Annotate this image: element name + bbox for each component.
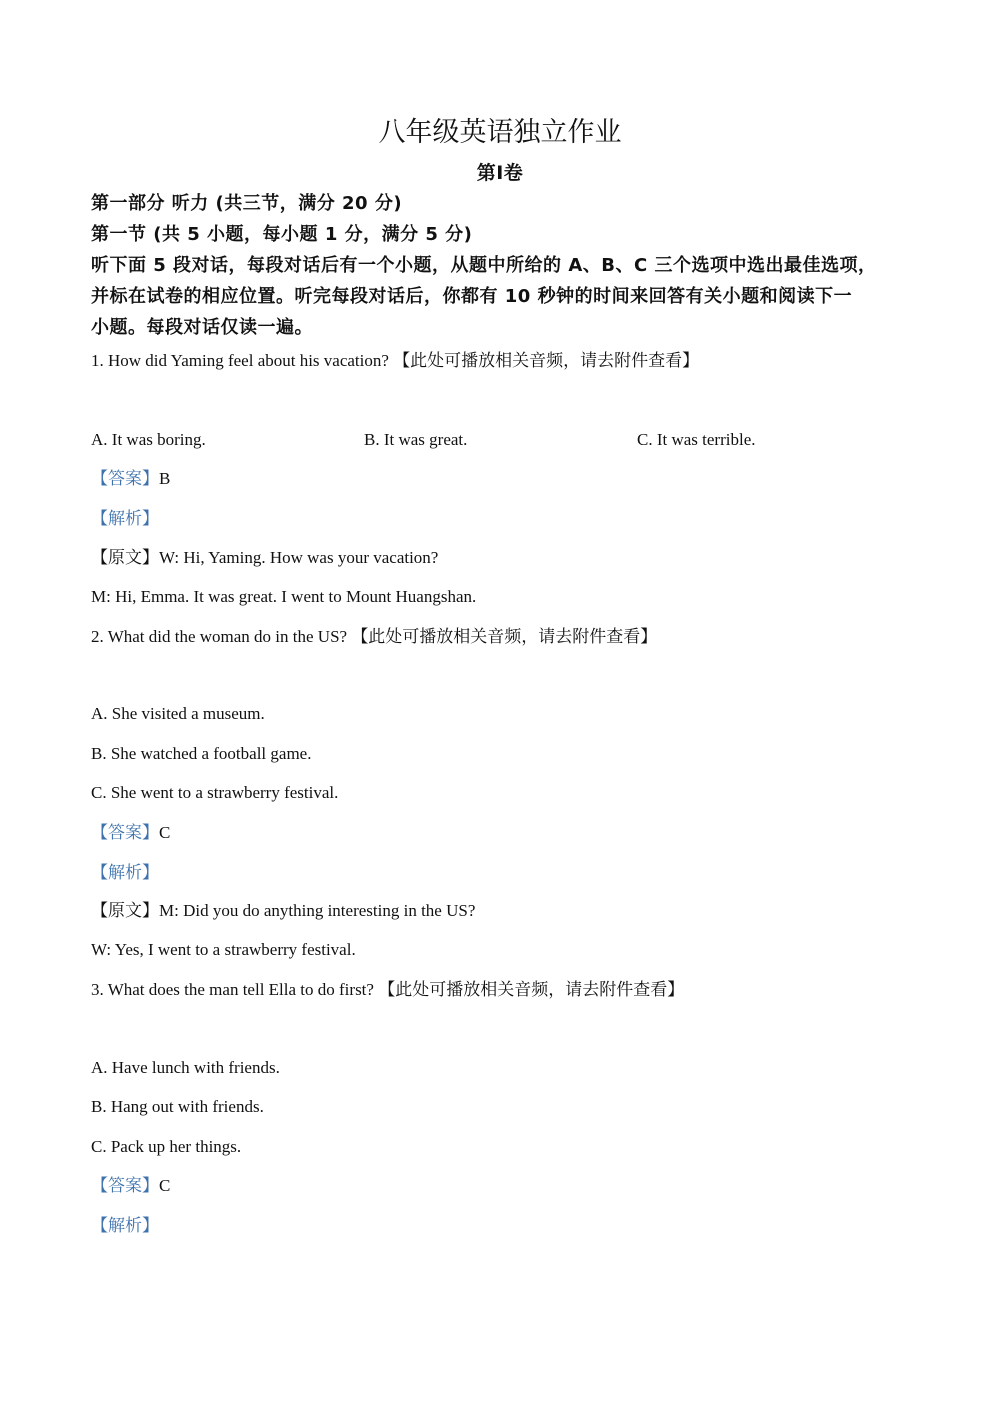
option-a: A. It was boring. [91, 430, 206, 449]
answer-label: 【答案】 [91, 823, 159, 842]
option-c: C. It was terrible. [637, 430, 756, 449]
answer-value: C [159, 1176, 171, 1195]
original-row [91, 899, 475, 923]
original-label: 【原文】 [91, 901, 159, 920]
answer-value: C [159, 823, 171, 842]
answer-label: 【答案】 [91, 1176, 159, 1195]
instructions-line: 听下面 5 段对话，每段对话后有一个小题，从题中所给的 A、B、C 三个选项中选出最佳选项， [91, 255, 877, 276]
answer-row [91, 821, 170, 845]
original-row [91, 546, 438, 570]
part-heading: 第一部分 听力 (共三节，满分 20 分) [91, 193, 403, 214]
option-b: B. Hang out with friends. [91, 1097, 264, 1116]
script-line: M: Did you do anything interesting in the US? [159, 901, 476, 920]
answer-label: 【答案】 [91, 469, 159, 488]
original-label: 【原文】 [91, 548, 159, 567]
section-heading: 第一节 (共 5 小题，每小题 1 分，满分 5 分) [91, 224, 473, 245]
option-b: B. She watched a football game. [91, 744, 312, 763]
analysis-label: 【解析】 [91, 1216, 159, 1235]
option-a: A. She visited a museum. [91, 704, 265, 723]
question-3: 3. What does the man tell Ella to do first? 【此处可播放相关音频，请去附件查看】 [91, 980, 685, 999]
answer-row [91, 1174, 170, 1198]
option-c: C. Pack up her things. [91, 1137, 242, 1156]
question-1: 1. How did Yaming feel about his vacation? 【此处可播放相关音频，请去附件查看】 [91, 351, 700, 370]
instructions-line: 并标在试卷的相应位置。听完每段对话后，你都有 10 秒钟的时间来回答有关小题和阅读下一 [91, 286, 853, 307]
answer-value: B [159, 469, 171, 488]
option-c: C. She went to a strawberry festival. [91, 783, 339, 802]
script-line: W: Hi, Yaming. How was your vacation? [159, 548, 439, 567]
option-b: B. It was great. [364, 430, 468, 449]
analysis-label: 【解析】 [91, 863, 159, 882]
analysis-label: 【解析】 [91, 509, 159, 528]
script-line: M: Hi, Emma. It was great. I went to Mount Huangshan. [91, 587, 477, 606]
question-2: 2. What did the woman do in the US? 【此处可播放相关音频，请去附件查看】 [91, 627, 658, 646]
option-a: A. Have lunch with friends. [91, 1058, 280, 1077]
script-line: W: Yes, I went to a strawberry festival. [91, 940, 356, 959]
volume-heading: 第Ⅰ卷 [476, 162, 524, 184]
answer-row [91, 467, 170, 491]
instructions-line: 小题。每段对话仅读一遍。 [91, 317, 313, 338]
document-title: 八年级英语独立作业 [378, 117, 622, 148]
